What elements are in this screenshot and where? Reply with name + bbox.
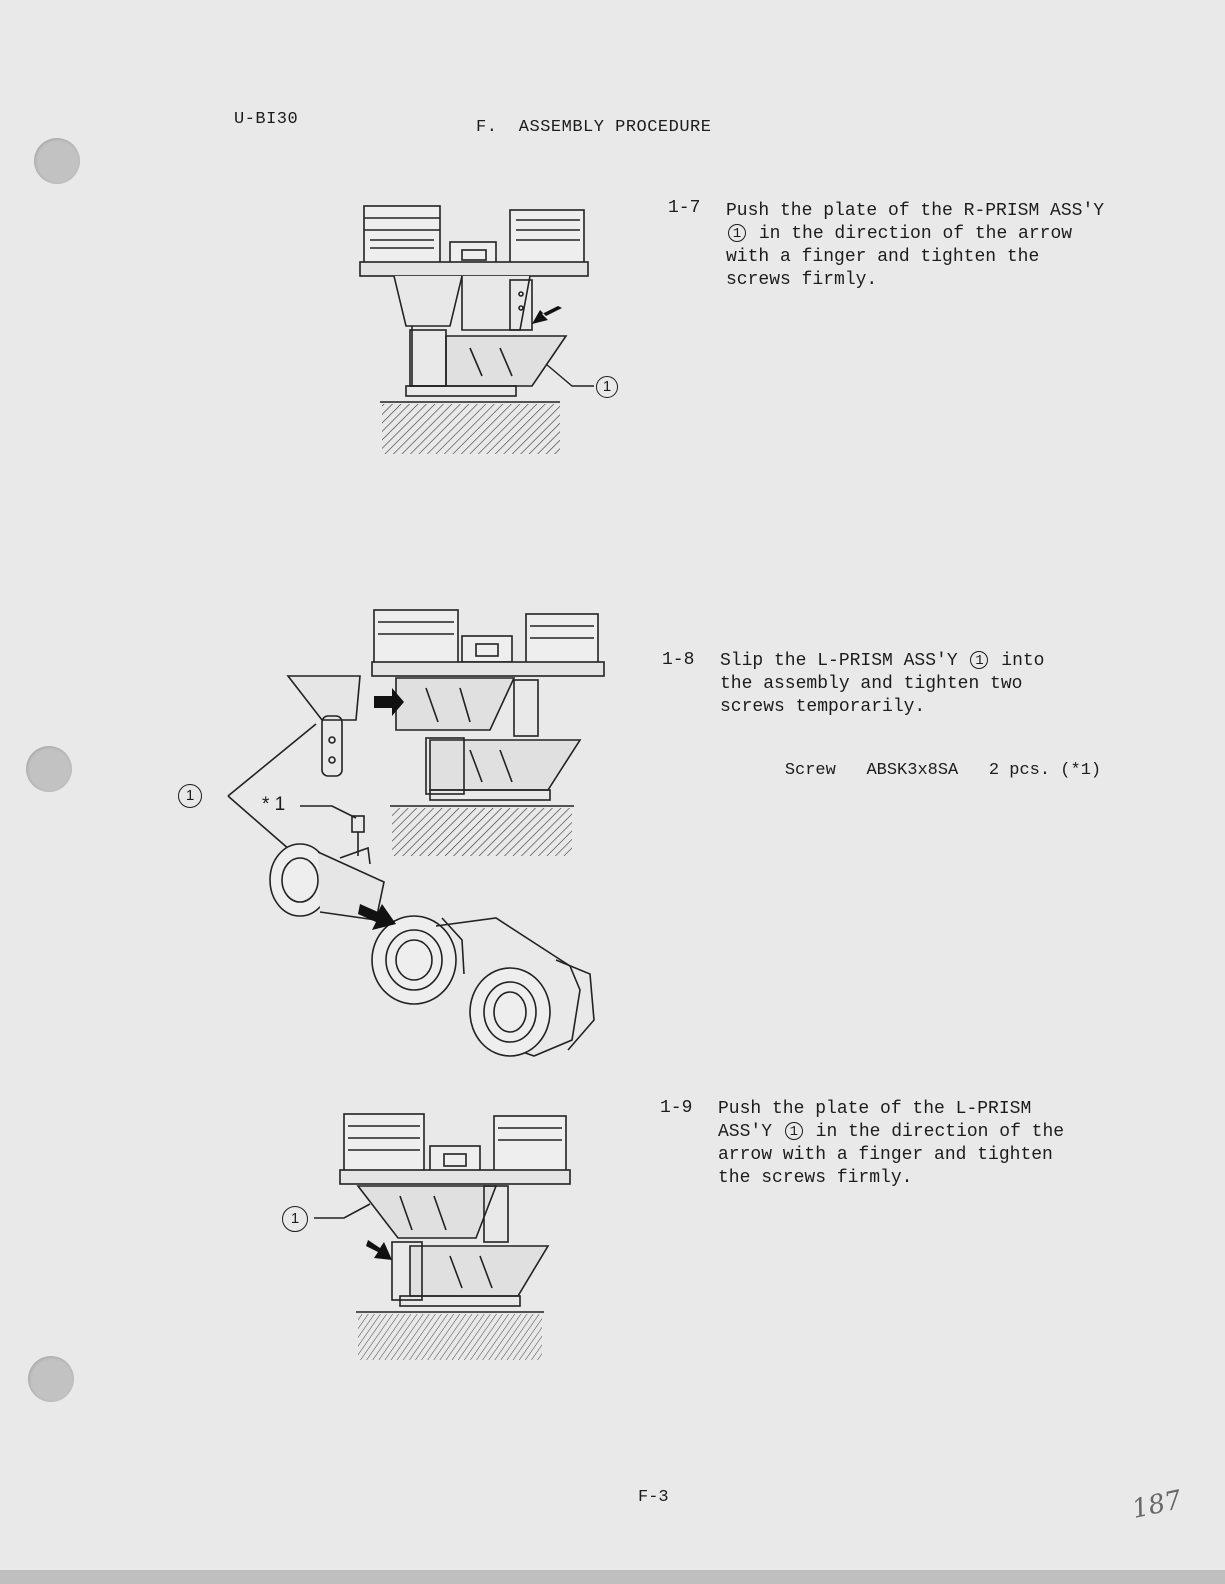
step-number: 1-8	[662, 650, 695, 670]
figure1-callout: 1	[596, 376, 618, 398]
step-text	[726, 200, 1106, 292]
step-text-part: in the direction of the arrow with a finger and tighten the screws firmly.	[718, 1122, 1065, 1188]
screw-part-number: ABSK3x8SA	[866, 761, 959, 780]
step-text-part: into the assembly and tighten two screws temporarily.	[720, 651, 1045, 717]
figure2-callout: 1	[178, 784, 202, 808]
page-bottom-edge	[0, 1570, 1225, 1584]
step-text-part: Push the plate of the R-PRISM ASS'Y	[726, 201, 1105, 221]
screw-quantity: 2 pcs.	[988, 761, 1051, 780]
step-text-part: Push the plate of the L-PRISM ASS'Y	[718, 1099, 1032, 1142]
handwritten-page-number: 187	[1129, 1485, 1185, 1525]
step-callout: 1	[728, 224, 746, 242]
step-text	[720, 650, 1070, 719]
step-callout: 1	[785, 1122, 803, 1140]
screw-note: (*1)	[1060, 761, 1102, 780]
binder-hole-bottom	[28, 1356, 74, 1402]
screw-label: Screw	[784, 761, 836, 780]
step-number: 1-9	[660, 1098, 693, 1118]
figure-l-prism-insert	[200, 600, 620, 1070]
section-title: F. ASSEMBLY PROCEDURE	[476, 118, 712, 137]
step-number: 1-7	[668, 198, 701, 218]
step-text	[718, 1098, 1088, 1190]
figure-r-prism-push	[350, 200, 640, 460]
step-callout: 1	[970, 651, 988, 669]
figure3-callout: 1	[282, 1206, 308, 1232]
step-text-part: in the direction of the arrow with a finger and tighten the screws firmly.	[726, 224, 1073, 290]
page-number: F-3	[638, 1488, 669, 1507]
screw-spec	[744, 742, 1101, 799]
figure-l-prism-push	[300, 1106, 580, 1366]
binder-hole-top	[34, 138, 80, 184]
binder-hole-middle	[26, 746, 72, 792]
figure2-screw-label: * 1	[262, 794, 286, 815]
step-text-part: Slip the L-PRISM ASS'Y	[720, 651, 958, 671]
document-code: U-BI30	[234, 110, 299, 129]
